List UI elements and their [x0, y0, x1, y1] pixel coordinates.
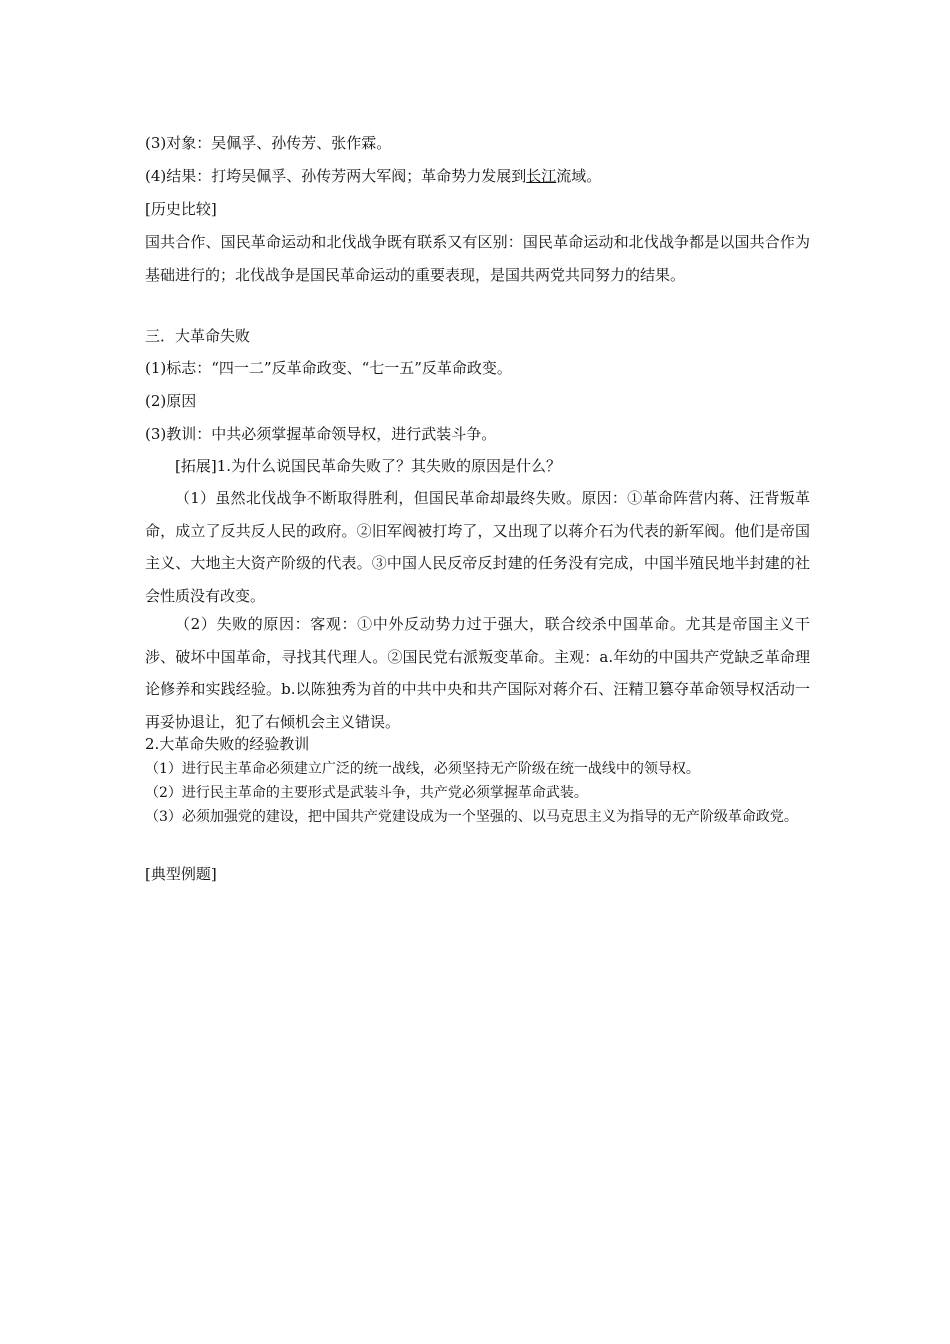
- failure-item-1: (1)标志：“四一二”反革命政变、“七一五”反革命政变。: [145, 359, 512, 377]
- examples-heading: [典型例题]: [145, 865, 217, 883]
- lesson-1: （1）进行民主革命必须建立广泛的统一战线，必须坚持无产阶级在统一战线中的领导权。: [145, 761, 700, 777]
- failure-item-2: (2)原因: [145, 392, 197, 410]
- lessons-heading: 2.大革命失败的经验教训: [145, 735, 310, 753]
- result-line: [145, 166, 810, 186]
- extend-answer-2: （2）失败的原因：客观：①中外反动势力过于强大，联合绞杀中国革命。尤其是帝国主义干涉、破坏中国革命，寻找其代理人。②国民党右派叛变革命。主观：a.年幼的中国共产党缺乏革命理论修养和实践经验。b.以陈独秀为首的中共中央和共产国际对蒋介石、汪精卫篡夺革命领导权活动一再妥协退让，犯了右倾机会主义错误。: [145, 615, 810, 731]
- section-heading: 三．大革命失败: [145, 327, 251, 345]
- target-line: (3)对象：吴佩孚、孙传芳、张作霖。: [145, 134, 392, 152]
- extend-question: [拓展]1.为什么说国民革命失败了？其失败的原因是什么？: [175, 457, 562, 475]
- extend-answer-1: （1）虽然北伐战争不断取得胜利，但国民革命却最终失败。原因：①革命阵营内蒋、汪背叛革命，成立了反共反人民的政府。②旧军阀被打垮了，又出现了以蒋介石为代表的新军阀。他们是帝国主义、大地主大资产阶级的代表。③中国人民反帝反封建的任务没有完成，中国半殖民地半封建的社会性质没有改变。: [145, 489, 810, 605]
- yangtze-underlined: 长江: [526, 167, 557, 185]
- lesson-2: （2）进行民主革命的主要形式是武装斗争，共产党必须掌握革命武装。: [145, 785, 588, 801]
- failure-item-3: (3)教训：中共必须掌握革命领导权，进行武装斗争。: [145, 425, 497, 443]
- compare-paragraph: 国共合作、国民革命运动和北伐战争既有联系又有区别：国民革命运动和北伐战争都是以国共合作为基础进行的；北伐战争是国民革命运动的重要表现，是国共两党共同努力的结果。: [145, 233, 810, 284]
- result-text: (4)结果：打垮吴佩孚、孙传芳两大军阀；革命势力发展到: [145, 167, 527, 185]
- result-text-end: 流域。: [556, 167, 602, 185]
- lesson-3: （3）必须加强党的建设，把中国共产党建设成为一个坚强的、以马克思主义为指导的无产阶级革命政党。: [145, 809, 798, 825]
- compare-heading: [历史比较]: [145, 200, 217, 218]
